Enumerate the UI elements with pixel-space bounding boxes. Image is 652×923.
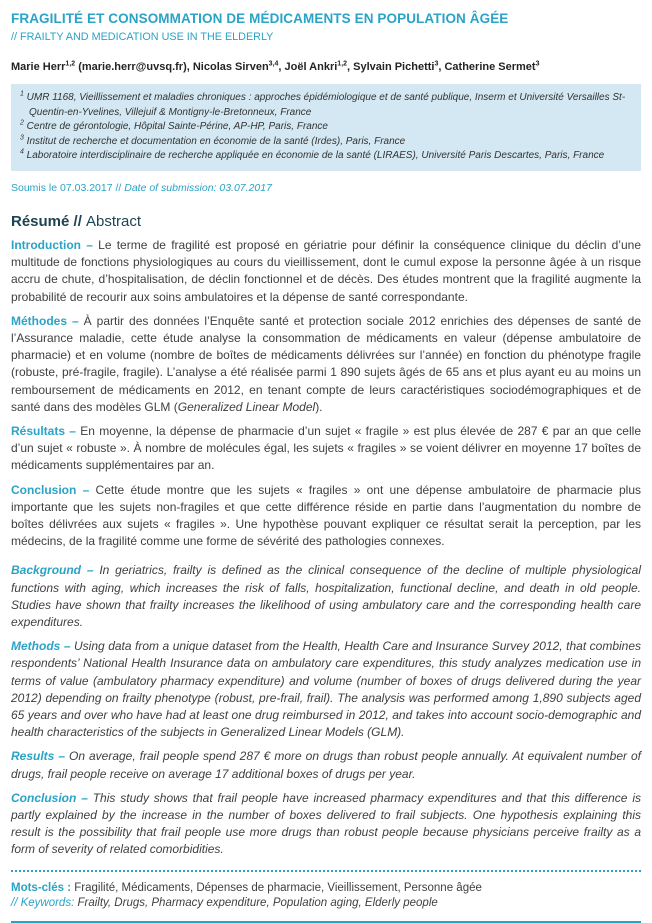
author-name: Marie Herr (11, 61, 66, 73)
abstract-heading-fr: Résumé (11, 212, 70, 230)
bottom-rule (11, 921, 641, 923)
affiliation-text: Laboratoire interdisciplinaire de recherche appliquée en économie de la santé (LIRAES), Université Paris Descartes, Paris, France (23, 150, 605, 162)
affiliations-box (11, 84, 641, 171)
keywords-text-fr: Fragilité, Médicaments, Dépenses de pharmacie, Vieillissement, Personne âgée (74, 881, 482, 894)
paragraph-text: Using data from a unique dataset from the Health, Health Care and Insurance Survey 2012, that combines respondents’ National Health Insurance data on ambulatory care expenditures, this study analyzes medication use in terms of value (ambulatory pharmacy expenditure) and volume (number of boxes of drugs delivered during the year 2012) depending on frailty phenotype (robust, pre-frail, frail). The analysis was performed among 1,890 subjects aged 65 years and over who have had at least one drug reimbursed in 2012, and takes into account socio-demographic and health characteristics of the subjects in Generalized Linear Models (GLM). (11, 639, 642, 740)
affiliation-text: Centre de gérontologie, Hôpital Sainte-Périne, AP-HP, Paris, France (23, 121, 328, 133)
abstract-heading-separator: // (69, 212, 87, 230)
author-name: , Catherine Sermet (438, 61, 536, 73)
affiliation-number: 1 (20, 90, 24, 98)
affiliation-item (20, 120, 631, 135)
keywords-text-en: Frailty, Drugs, Pharmacy expenditure, Population aging, Elderly people (77, 897, 438, 910)
keywords-label-fr: Mots-clés : (11, 881, 75, 894)
submission-date-line (11, 182, 641, 195)
affiliation-item (20, 135, 631, 150)
keywords-english-line (11, 896, 641, 912)
dotted-separator (11, 870, 641, 872)
paragraph-lead: Conclusion – (11, 790, 88, 805)
author-affiliation-marker: 1,2 (337, 60, 348, 68)
paragraph-results-en (11, 748, 641, 782)
author-affiliation-marker: 3,4 (268, 60, 279, 68)
paragraph-lead: Background – (11, 563, 94, 578)
paragraph-conclusion-fr (11, 482, 641, 551)
paragraph-lead: Résultats – (11, 424, 76, 438)
paragraph-text-italic: Generalized Linear Model (177, 399, 316, 414)
paragraph-text: This study shows that frail people have increased pharmacy expenditures and that this difference is partly explained by the increase in the number of boxes delivered to frail subjects. One hypothesis explaining this result is the possibility that frail people use more drugs than robust people because physicians perceive frailty as a form of severity of related comorbidities. (11, 790, 642, 857)
paragraph-text: On average, frail people spend 287 € more on drugs than robust people annually. At equivalent number of drugs, frail people receive on average 17 additional boxes of drugs per year. (11, 749, 642, 781)
paragraph-text: En moyenne, la dépense de pharmacie d’un sujet « fragile » est plus élevée de 287 € par an que celle d’un sujet « robuste ». À nombre de molécules égal, les sujets « fragiles » se voient délivrer en moyenne 17 boîtes de médicaments supplémentaires par an. (11, 424, 641, 473)
paragraph-background-en (11, 562, 641, 631)
paragraph-text: À partir des données l’Enquête santé et protection sociale 2012 enrichies des dépenses de santé de l’Assurance maladie, cette étude analyse la consommation de médicaments en valeur (dépense ambulatoire de pharmacie) et en volume (nombre de boîtes de médicaments délivrées sur l’année) en fonction du phénotype fragile (robuste, pré-fragile, fragile). L’analyse a été réalisée parmi 1 890 sujets âgés de 65 ans et plus ayant eu au moins un remboursement de médicaments en 2012, en tenant compte de leurs caractéristiques sociodémographiques et de santé dans des modèles GLM ( (11, 313, 641, 414)
paragraph-resultats-fr (11, 423, 641, 475)
paragraph-text: Cette étude montre que les sujets « fragiles » ont une dépense ambulatoire de pharmacie plus importante que les sujets non-fragiles et que cette différence réside en partie dans l’augmentation du nombre de boîtes délivrées aux sujets « fragiles ». Une hypothèse pouvant expliquer ce résultat serait la perception, par les médecins, de la fragilité comme une forme de sévérité des pathologies connexes. (11, 482, 641, 549)
paragraph-conclusion-en (11, 790, 641, 859)
author-name: , Joël Ankri (278, 61, 338, 73)
paragraph-lead: Conclusion – (11, 482, 90, 497)
paragraph-lead: Results – (11, 749, 66, 764)
paragraph-text: ). (315, 399, 323, 414)
author-affiliation-marker: 3 (434, 60, 439, 68)
paragraph-methods-en (11, 638, 641, 741)
paragraph-introduction-fr (11, 237, 641, 306)
paragraph-lead: Introduction – (11, 237, 93, 252)
paragraph-text: Le terme de fragilité est proposé en gériatrie pour définir la conséquence clinique du déclin d’une multitude de fonctions physiologiques au cours du vieillissement, dont le cumul expose la personne âgée à un risque accru de chute, d’hospitalisation, de déclin fonctionnel et de décès. Des études montrent que la fragilité augmente la probabilité de recourir aux soins ambulatoires et la dépense de santé correspondante. (11, 237, 641, 304)
abstract-heading-en: Abstract (86, 212, 142, 230)
keywords-french-line (11, 881, 641, 897)
abstract-heading (11, 212, 641, 231)
submission-date-en: Date of submission: 03.07.2017 (124, 181, 272, 194)
abstract-english-section (11, 562, 641, 858)
affiliation-text: UMR 1168, Vieillissement et maladies chroniques : approches épidémiologique et de santé publique, Inserm et Université Versailles St-Quentin-en-Yvelines, Villejuif & Montigny-le-Bretonneux, France (23, 92, 626, 118)
submission-separator: // (112, 181, 125, 194)
affiliation-number: 3 (20, 134, 24, 142)
abstract-french-section (11, 237, 641, 550)
page-title: FRAGILITÉ ET CONSOMMATION DE MÉDICAMENTS EN POPULATION ÂGÉE (11, 11, 509, 26)
affiliation-number: 4 (20, 149, 24, 157)
author-name: , Sylvain Pichetti (347, 61, 435, 73)
author-affiliation-marker: 3 (535, 60, 540, 68)
keywords-label-en: // Keywords: (11, 897, 78, 910)
affiliation-text: Institut de recherche et documentation en économie de la santé (Irdes), Paris, France (23, 135, 406, 147)
paragraph-lead: Méthodes – (11, 313, 79, 328)
affiliation-item (20, 91, 631, 120)
submission-date-fr: Soumis le 07.03.2017 (11, 181, 113, 194)
affiliation-item (20, 149, 631, 164)
page-subtitle-english: // FRAILTY AND MEDICATION USE IN THE ELDERLY (11, 31, 274, 43)
authors-line (11, 60, 641, 74)
paragraph-methodes-fr (11, 313, 641, 416)
author-affiliation-marker: 1,2 (65, 60, 76, 68)
affiliation-number: 2 (20, 119, 24, 127)
paragraph-lead: Methods – (11, 639, 71, 654)
author-name: (marie.herr@uvsq.fr), Nicolas Sirven (75, 61, 269, 73)
paragraph-text: In geriatrics, frailty is defined as the clinical consequence of the decline of multiple physiological functions with aging, which increases the risk of falls, hospitalization, functional decline, and death in old people. Studies have shown that frailty increases the likelihood of using ambulatory care and the corresponding health care expenditures. (11, 563, 641, 630)
